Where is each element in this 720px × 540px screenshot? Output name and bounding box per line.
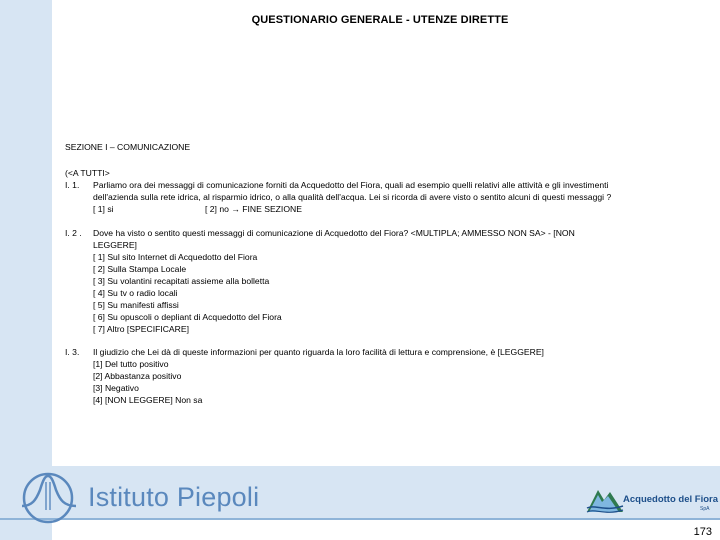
respondent-filter: (<A TUTTI>	[65, 168, 110, 178]
question-i2-line: LEGGERE]	[93, 240, 137, 250]
answer-option: [ 4] Su tv o radio locali	[93, 288, 178, 298]
answer-option: [ 5] Su manifesti affissi	[93, 300, 179, 310]
section-heading: SEZIONE I – COMUNICAZIONE	[65, 142, 191, 152]
option-no-end-section: [ 2] no → FINE SEZIONE	[205, 204, 302, 214]
left-sidebar-band	[0, 0, 52, 540]
question-i1-line: Parliamo ora dei messaggi di comunicazione forniti da Acquedotto del Fiora, quali ad esempio quelli relativi alle attività e gli investimenti	[93, 180, 609, 190]
footer-divider	[0, 518, 720, 520]
question-i3-text	[93, 346, 693, 406]
answer-option: [ 6] Su opuscoli o depliant di Acquedotto del Fiora	[93, 312, 282, 322]
question-i2-text	[93, 227, 693, 335]
istituto-piepoli-logo-icon	[18, 470, 80, 526]
answer-option: [2] Abbastanza positivo	[93, 371, 182, 381]
question-number-i3: I. 3.	[65, 347, 80, 357]
option-yes: [ 1] si	[93, 204, 114, 214]
question-i1-line: dell'azienda sulla rete idrica, al risparmio idrico, o alla qualità dell'acqua. Lei si ricorda di avere visto o sentito alcuni di questi messaggi ?	[93, 192, 612, 202]
answer-option: [1] Del tutto positivo	[93, 359, 169, 369]
acquedotto-del-fiora-logo-icon	[585, 482, 625, 516]
page-number: 173	[693, 526, 712, 538]
acquedotto-del-fiora-logo-subtext: SpA	[700, 506, 710, 512]
question-i1-text	[93, 179, 693, 203]
answer-option: [ 2] Sulla Stampa Locale	[93, 264, 187, 274]
acquedotto-del-fiora-logo-text: Acquedotto del Fiora	[623, 494, 718, 505]
answer-option: [4] [NON LEGGERE] Non sa	[93, 395, 203, 405]
question-number-i1: I. 1.	[65, 180, 80, 190]
answer-option: [ 1] Sul sito Internet di Acquedotto del Fiora	[93, 252, 258, 262]
question-i3-line: Il giudizio che Lei dà di queste informazioni per quanto riguarda la loro facilità di lettura e comprensione, è [LEGGERE]	[93, 347, 544, 357]
question-number-i2: I. 2 .	[65, 228, 82, 238]
answer-option: [ 7] Altro [SPECIFICARE]	[93, 324, 189, 334]
answer-option: [3] Negativo	[93, 383, 139, 393]
question-i2-line: Dove ha visto o sentito questi messaggi di comunicazione di Acquedotto del Fiora? <MULTIPLA; AMMESSO NON SA> - [NON	[93, 228, 575, 238]
istituto-piepoli-logo-text: Istituto Piepoli	[88, 482, 260, 512]
answer-option: [ 3] Su volantini recapitati assieme alla bolletta	[93, 276, 270, 286]
page-title: QUESTIONARIO GENERALE - UTENZE DIRETTE	[251, 14, 509, 26]
